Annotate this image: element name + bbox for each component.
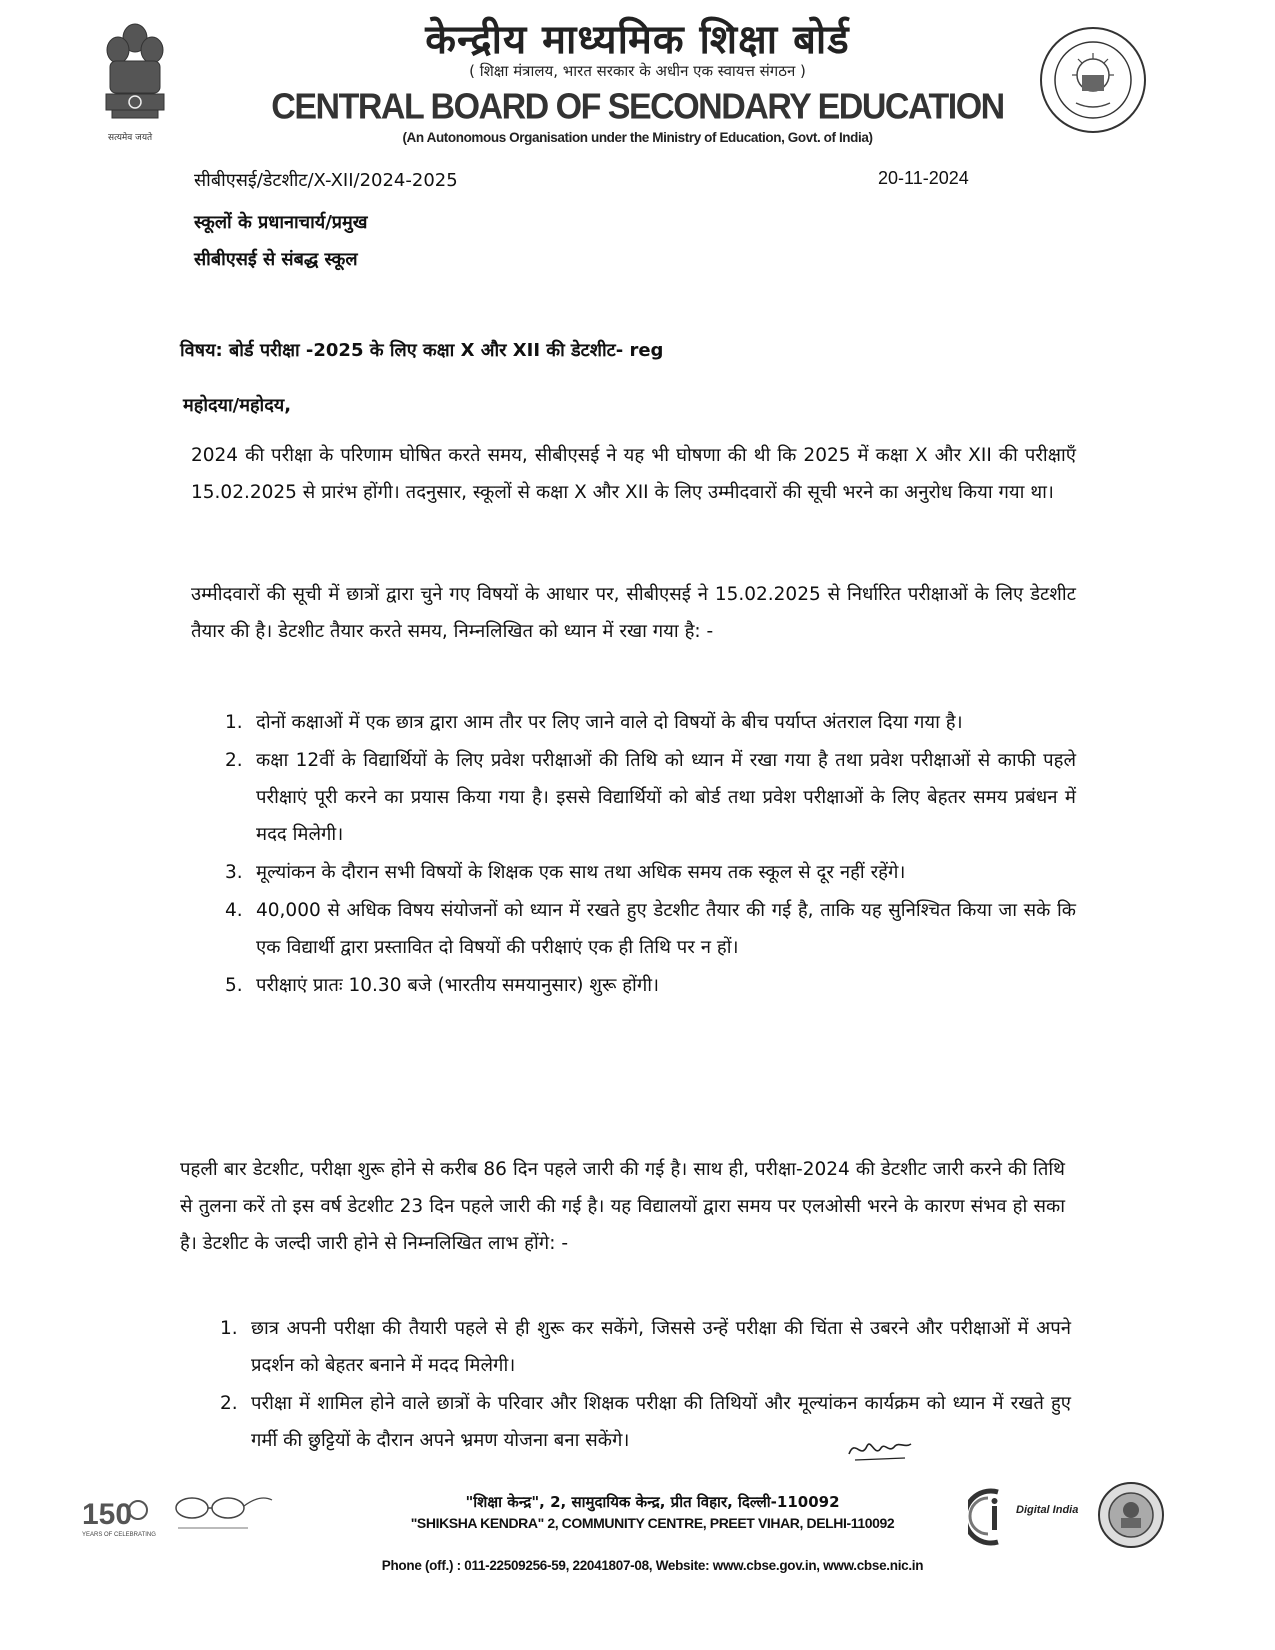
english-title: CENTRAL BOARD OF SECONDARY EDUCATION xyxy=(271,87,1004,127)
list-item xyxy=(225,892,1076,966)
list-item xyxy=(225,742,1076,853)
footer-address-hindi: "शिक्षा केन्द्र", 2, सामुदायिक केन्द्र, प्रीत विहार, दिल्ली-110092 xyxy=(465,1493,840,1511)
letter-date: 20-11-2024 xyxy=(878,168,969,188)
list-text: मूल्यांकन के दौरान सभी विषयों के शिक्षक एक साथ तथा अधिक समय तक स्कूल से दूर नहीं रहेंगे। xyxy=(256,862,906,883)
footer-seal-icon xyxy=(1096,1480,1166,1550)
english-subtitle: (An Autonomous Organisation under the Ministry of Education, Govt. of India) xyxy=(402,130,873,145)
list-number: 2. xyxy=(220,1393,238,1414)
emblem-motto: सत्यमेव जयते xyxy=(108,133,153,143)
list-item xyxy=(220,1310,1071,1384)
footer-address-english: "SHIKSHA KENDRA" 2, COMMUNITY CENTRE, PREET VIHAR, DELHI-110092 xyxy=(410,1515,895,1531)
list-number: 1. xyxy=(220,1318,238,1339)
paragraph-2: उम्मीदवारों की सूची में छात्रों द्वारा चुने गए विषयों के आधार पर, सीबीएसई ने 15.02.2025 से निर्धारित परीक्षाओं के लिए डेटशीट तैयार की है। डेटशीट तैयार करते समय, निम्नलिखित को ध्यान में रखा गया है: - xyxy=(191,584,1076,642)
addressee-line-2: सीबीएसई से संबद्ध स्कूल xyxy=(194,249,358,270)
digital-india-label: Digital India xyxy=(1016,1504,1079,1516)
list-text: परीक्षा में शामिल होने वाले छात्रों के परिवार और शिक्षक परीक्षा की तिथियों और मूल्यांकन कार्यक्रम को ध्यान में रखते हुए गर्मी की छुट्टियों के दौरान अपने भ्रमण योजना बना सकेंगे। xyxy=(251,1393,1071,1451)
signature-mark xyxy=(845,1434,915,1464)
considerations-list xyxy=(225,704,1076,1005)
list-number: 3. xyxy=(225,862,243,883)
svg-text:YEARS OF CELEBRATING: YEARS OF CELEBRATING xyxy=(82,1532,156,1538)
cbse-seal-icon xyxy=(1038,25,1148,135)
list-item xyxy=(225,704,1076,741)
list-number: 4. xyxy=(225,900,243,921)
hindi-subtitle: ( शिक्षा मंत्रालय, भारत सरकार के अधीन एक स्वायत्त संगठन ) xyxy=(469,62,806,80)
list-text: दोनों कक्षाओं में एक छात्र द्वारा आम तौर पर लिए जाने वाले दो विषयों के बीच पर्याप्त अंतराल दिया गया है। xyxy=(256,712,963,733)
reference-number: सीबीएसई/डेटशीट/X-XII/2024-2025 xyxy=(194,170,458,191)
hindi-title: केन्द्रीय माध्यमिक शिक्षा बोर्ड xyxy=(425,16,850,63)
paragraph-3: पहली बार डेटशीट, परीक्षा शुरू होने से करीब 86 दिन पहले जारी की गई है। साथ ही, परीक्षा-2024 की डेटशीट जारी करने की तिथि से तुलना करें तो इस वर्ष डेटशीट 23 दिन पहले जारी की गई है। यह विद्यालयों द्वारा समय पर एलओसी भरने के कारण संभव हो सका है। डेटशीट के जल्दी जारी होने से निम्नलिखित लाभ होंगे: - xyxy=(180,1159,1065,1254)
list-item xyxy=(225,854,1076,891)
benefits-list xyxy=(220,1310,1071,1460)
subject-line: विषय: बोर्ड परीक्षा -2025 के लिए कक्षा X और XII की डेटशीट- reg xyxy=(180,340,664,361)
svg-text:150: 150 xyxy=(82,1498,133,1531)
list-text: परीक्षाएं प्रातः 10.30 बजे (भारतीय समयानुसार) शुरू होंगी। xyxy=(256,975,660,996)
list-number: 2. xyxy=(225,750,243,771)
list-text: 40,000 से अधिक विषय संयोजनों को ध्यान में रखते हुए डेटशीट तैयार की गई है, ताकि यह सुनिश्चित किया जा सके कि एक विद्यार्थी द्वारा प्रस्तावित दो विषयों की परीक्षाएं एक ही तिथि पर न हों। xyxy=(256,900,1076,958)
list-number: 5. xyxy=(225,975,243,996)
salutation: महोदया/महोदय, xyxy=(183,395,292,416)
list-item xyxy=(225,967,1076,1004)
list-text: छात्र अपनी परीक्षा की तैयारी पहले से ही शुरू कर सकेंगे, जिससे उन्हें परीक्षा की चिंता से उबरने और परीक्षाओं में अपने प्रदर्शन को बेहतर बनाने में मदद मिलेगी। xyxy=(251,1318,1071,1376)
footer-phone-website: Phone (off.) : 011-22509256-59, 22041807-08, Website: www.cbse.gov.in, www.cbse.nic.in xyxy=(381,1558,924,1573)
list-number: 1. xyxy=(225,712,243,733)
list-item xyxy=(220,1385,1071,1459)
list-text: कक्षा 12वीं के विद्यार्थियों के लिए प्रवेश परीक्षाओं की तिथि को ध्यान में रखा गया है तथा प्रवेश परीक्षाओं से काफी पहले परीक्षाएं पूरी करने का प्रयास किया गया है। इससे विद्यार्थियों को बोर्ड तथा प्रवेश परीक्षाओं के लिए बेहतर समय प्रबंधन में मदद मिलेगी। xyxy=(256,750,1076,845)
paragraph-1: 2024 की परीक्षा के परिणाम घोषित करते समय, सीबीएसई ने यह भी घोषणा की थी कि 2025 में कक्षा X और XII की परीक्षाएँ 15.02.2025 से प्रारंभ होंगी। तदनुसार, स्कूलों से कक्षा X और XII के लिए उम्मीदवारों की सूची भरने का अनुरोध किया गया था। xyxy=(191,445,1076,503)
addressee-line-1: स्कूलों के प्रधानाचार्य/प्रमुख xyxy=(194,212,368,233)
